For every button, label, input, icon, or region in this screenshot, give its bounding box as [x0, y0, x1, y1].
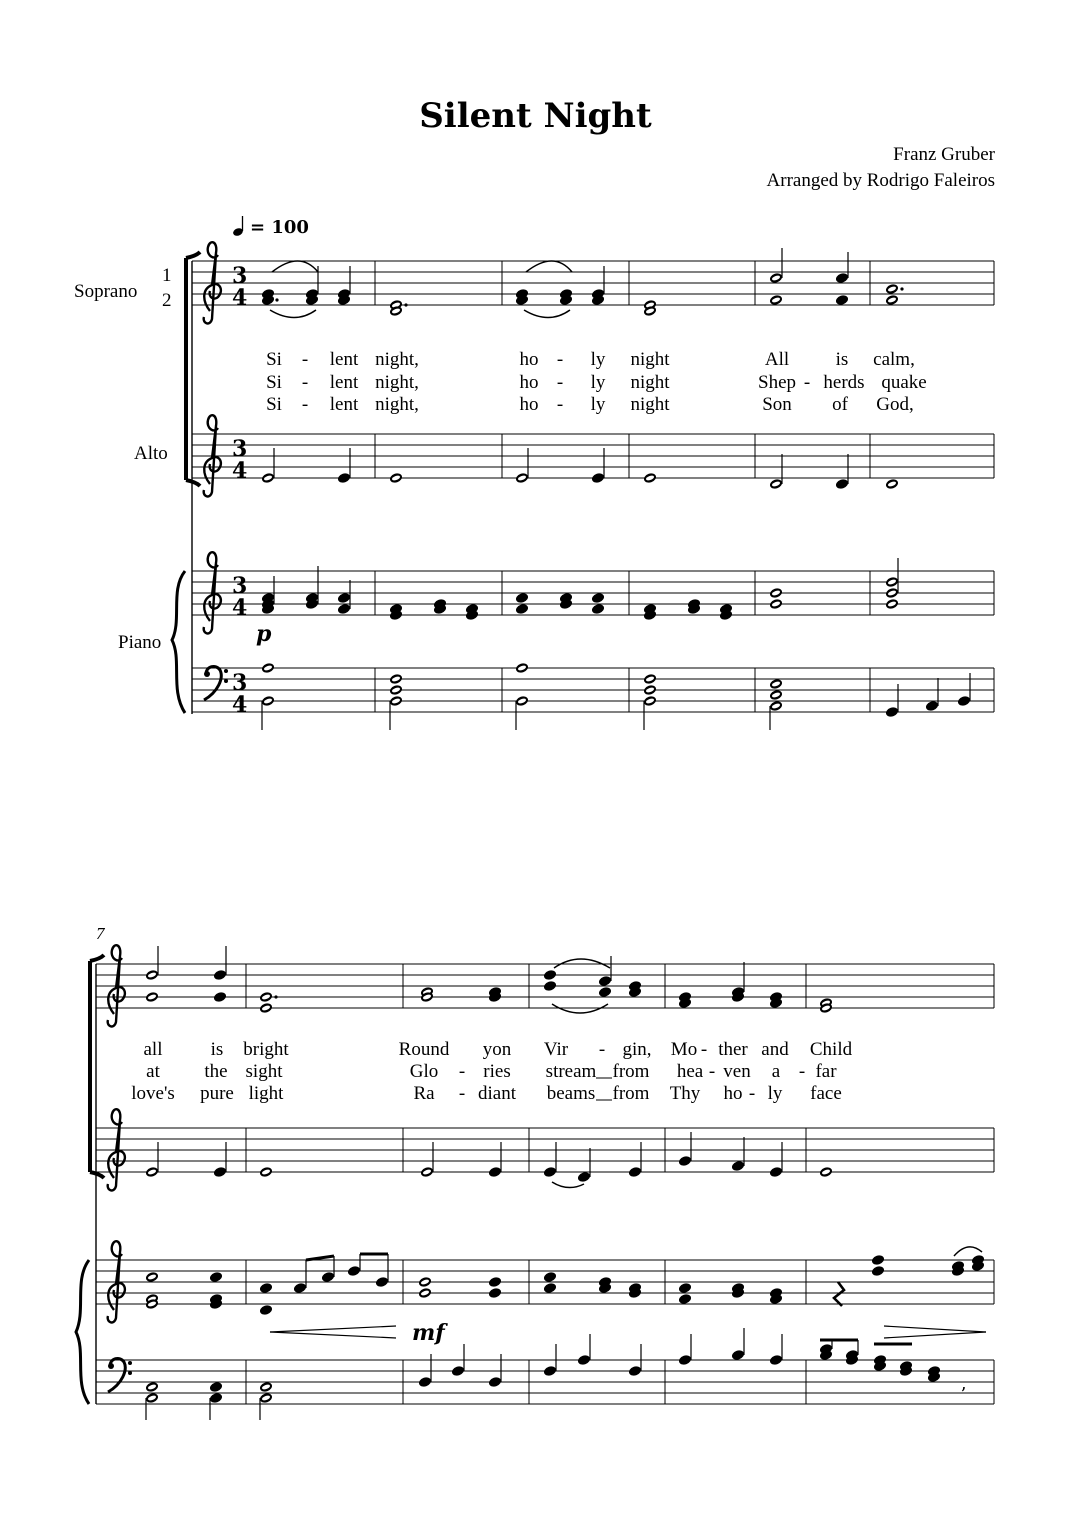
svg-text:is: is	[835, 349, 849, 370]
dynamic-mf: mf	[412, 1320, 445, 1346]
svg-text:gin,: gin,	[622, 1039, 652, 1060]
svg-text:-: -	[803, 372, 811, 393]
svg-text:-: -	[301, 394, 309, 415]
bass-clef-icon	[108, 1359, 132, 1392]
svg-text:lent: lent	[329, 372, 359, 393]
svg-text:lent: lent	[329, 349, 359, 370]
piano-treble-notes-system1	[261, 558, 900, 621]
svg-text:of: of	[832, 394, 848, 415]
svg-text:love's: love's	[131, 1083, 175, 1104]
alto-staff	[192, 434, 994, 478]
svg-text:-: -	[458, 1083, 466, 1104]
piano-bass-notes-system2	[145, 1328, 966, 1420]
svg-text:night: night	[630, 394, 670, 415]
soprano-notes-system2	[145, 946, 834, 1014]
system-2	[76, 945, 994, 1420]
tempo-marking	[232, 216, 309, 238]
alto-staff-2	[96, 1128, 994, 1172]
svg-text:face: face	[810, 1083, 842, 1104]
piano-bass-staff	[192, 668, 994, 712]
measure-number: 7	[96, 924, 105, 943]
svg-text:light: light	[248, 1083, 284, 1104]
svg-text:ly: ly	[590, 372, 606, 393]
svg-text:Si: Si	[266, 349, 282, 370]
svg-text:3: 3	[232, 263, 248, 289]
svg-text:-: -	[301, 372, 309, 393]
svg-text:bright: bright	[243, 1039, 289, 1060]
svg-text:God,: God,	[876, 394, 914, 415]
svg-text:ven: ven	[723, 1061, 751, 1082]
svg-text:quake: quake	[881, 372, 927, 393]
svg-text:Thy: Thy	[669, 1083, 701, 1104]
svg-text:pure: pure	[200, 1083, 234, 1104]
svg-text:ho: ho	[519, 394, 539, 415]
svg-text:-: -	[700, 1039, 708, 1060]
alto-notes-system1	[261, 448, 900, 490]
svg-text:far: far	[815, 1061, 837, 1082]
svg-text:4: 4	[232, 595, 248, 621]
svg-text:4: 4	[232, 285, 248, 311]
system-1	[172, 242, 994, 730]
svg-text:ly: ly	[590, 394, 606, 415]
bass-clef-icon	[204, 667, 228, 700]
svg-text:Child: Child	[809, 1039, 853, 1060]
svg-text:night,: night,	[375, 394, 419, 415]
page-title: Silent Night	[419, 96, 652, 136]
svg-text:Mo: Mo	[670, 1039, 698, 1060]
svg-text:3: 3	[232, 436, 248, 462]
svg-text:-: -	[748, 1083, 756, 1104]
lyrics-system1	[266, 349, 927, 415]
svg-text:night: night	[630, 372, 670, 393]
svg-text:-: -	[301, 349, 309, 370]
svg-text:-: -	[708, 1061, 716, 1082]
svg-text:calm,: calm,	[873, 349, 915, 370]
arranger-credit: Arranged by Rodrigo Faleiros	[766, 170, 995, 191]
svg-text:4: 4	[232, 692, 248, 718]
piano-treble-staff-2	[96, 1260, 994, 1304]
svg-text:Ra: Ra	[413, 1083, 435, 1104]
svg-text:lent: lent	[329, 394, 359, 415]
soprano-voice-1: 1	[162, 265, 172, 286]
svg-text:sight: sight	[245, 1061, 283, 1082]
soprano-voice-2: 2	[162, 290, 172, 311]
piano-label: Piano	[118, 632, 162, 653]
svg-text:= 100: = 100	[250, 217, 309, 238]
alto-notes-system2	[145, 1132, 834, 1188]
soprano-label: Soprano	[74, 281, 138, 302]
svg-text:from: from	[612, 1083, 650, 1104]
svg-text:-: -	[598, 1039, 606, 1060]
svg-text:Si: Si	[266, 372, 282, 393]
dynamic-p: p	[256, 621, 272, 647]
svg-text:at: at	[146, 1061, 160, 1082]
svg-text:All: All	[764, 349, 790, 370]
lyrics-system2	[131, 1039, 852, 1104]
svg-text:Vir: Vir	[543, 1039, 569, 1060]
svg-text:diant: diant	[478, 1083, 516, 1104]
svg-text:night,: night,	[375, 349, 419, 370]
svg-text:ly: ly	[767, 1083, 783, 1104]
svg-text:yon: yon	[482, 1039, 512, 1060]
svg-text:and: and	[761, 1039, 789, 1060]
svg-text:Shep: Shep	[758, 372, 796, 393]
svg-text:3: 3	[232, 573, 248, 599]
svg-text:herds: herds	[823, 372, 865, 393]
svg-text:all: all	[143, 1039, 163, 1060]
svg-text:ly: ly	[590, 349, 606, 370]
svg-text:Si: Si	[266, 394, 282, 415]
svg-text:4: 4	[232, 458, 248, 484]
svg-text:-: -	[556, 394, 564, 415]
piano-bass-notes-system1	[261, 662, 972, 730]
svg-text:the: the	[204, 1061, 228, 1082]
svg-text:ʼ: ʼ	[960, 1384, 966, 1405]
svg-text:night,: night,	[375, 372, 419, 393]
svg-text:is: is	[210, 1039, 224, 1060]
svg-text:ries: ries	[483, 1061, 511, 1082]
svg-text:ho: ho	[723, 1083, 743, 1104]
svg-text:stream: stream	[545, 1061, 597, 1082]
svg-text:-: -	[556, 372, 564, 393]
svg-text:ther: ther	[718, 1039, 748, 1060]
svg-text:3: 3	[232, 670, 248, 696]
svg-text:Glo: Glo	[409, 1061, 439, 1082]
svg-text:beams: beams	[546, 1083, 596, 1104]
svg-text:Round: Round	[398, 1039, 450, 1060]
svg-text:-: -	[798, 1061, 806, 1082]
svg-text:-: -	[458, 1061, 466, 1082]
alto-label: Alto	[134, 443, 168, 464]
svg-text:ho: ho	[519, 372, 539, 393]
composer-credit: Franz Gruber	[893, 144, 995, 165]
svg-text:hea: hea	[676, 1061, 704, 1082]
svg-text:night: night	[630, 349, 670, 370]
svg-text:from: from	[612, 1061, 650, 1082]
svg-text:a: a	[771, 1061, 781, 1082]
svg-text:-: -	[556, 349, 564, 370]
svg-text:ho: ho	[519, 349, 539, 370]
svg-text:Son: Son	[762, 394, 792, 415]
piano-bass-staff-2	[96, 1360, 994, 1404]
